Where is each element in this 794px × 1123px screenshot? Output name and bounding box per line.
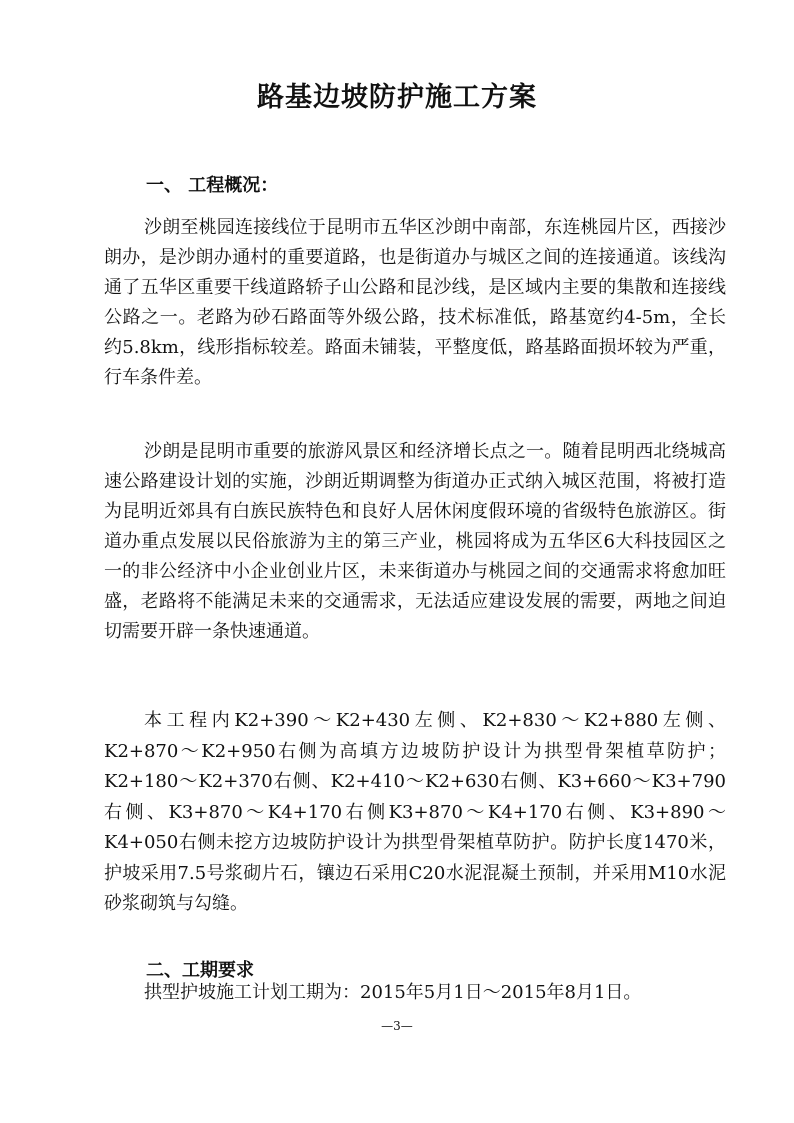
paragraph-location: 沙朗至桃园连接线位于昆明市五华区沙朗中南部，东连桃园片区，西接沙朗办，是沙朗办通村的重要道路，也是街道办与城区之间的连接通道。该线沟通了五华区重要干线道路轿子山公路和昆沙线，是区域内主要的集散和连接线公路之一。老路为砂石路面等外级公路，技术标准低，路基宽约4-5m，全长约5.8km，线形指标较差。路面未铺装，平整度低，路基路面损坏较为严重，行车条件差。 bbox=[104, 217, 726, 388]
section-heading-overview: 一、 工程概况： bbox=[146, 175, 279, 196]
paragraph-tourism: 沙朗是昆明市重要的旅游风景区和经济增长点之一。随着昆明西北绕城高速公路建设计划的实施，沙朗近期调整为街道办正式纳入城区范围，将被打造为昆明近郊具有白族民族特色和良好人居休闲度假环境的省级特色旅游区。街道办重点发展以民俗旅游为主的第三产业，桃园将成为五华区6大科技园区之一的非公经济中小企业创业片区，未来街道办与桃园之间的交通需求将愈加旺盛，老路将不能满足未来的交通需求，无法适应建设发展的需要，两地之间迫切需要开辟一条快速通道。 bbox=[104, 441, 726, 642]
section-heading-schedule: 二、工期要求 bbox=[146, 960, 254, 981]
page-title: 路基边坡防护施工方案 bbox=[257, 82, 537, 113]
paragraph-schedule: 拱型护坡施工计划工期为：2015年5月1日～2015年8月1日。 bbox=[144, 982, 642, 1003]
page-number: —3— bbox=[381, 1019, 413, 1033]
paragraph-scope: 本工程内K2+390～K2+430左侧、K2+830～K2+880左侧、K2+870～K2+950右侧为高填方边坡防护设计为拱型骨架植草防护；K2+180～K2+370右侧、K2+410～K2+630右侧、K3+660～K3+790右侧、K3+870～K4+170右侧K3+870～K4+170右侧、K3+890～K4+050右侧未挖方边坡防护设计为拱型骨架植草防护。防护长度1470米，护坡采用7.5号浆砌片石，镶边石采用C20水泥混凝土预制，并采用M10水泥砂浆砌筑与勾缝。 bbox=[104, 710, 726, 914]
